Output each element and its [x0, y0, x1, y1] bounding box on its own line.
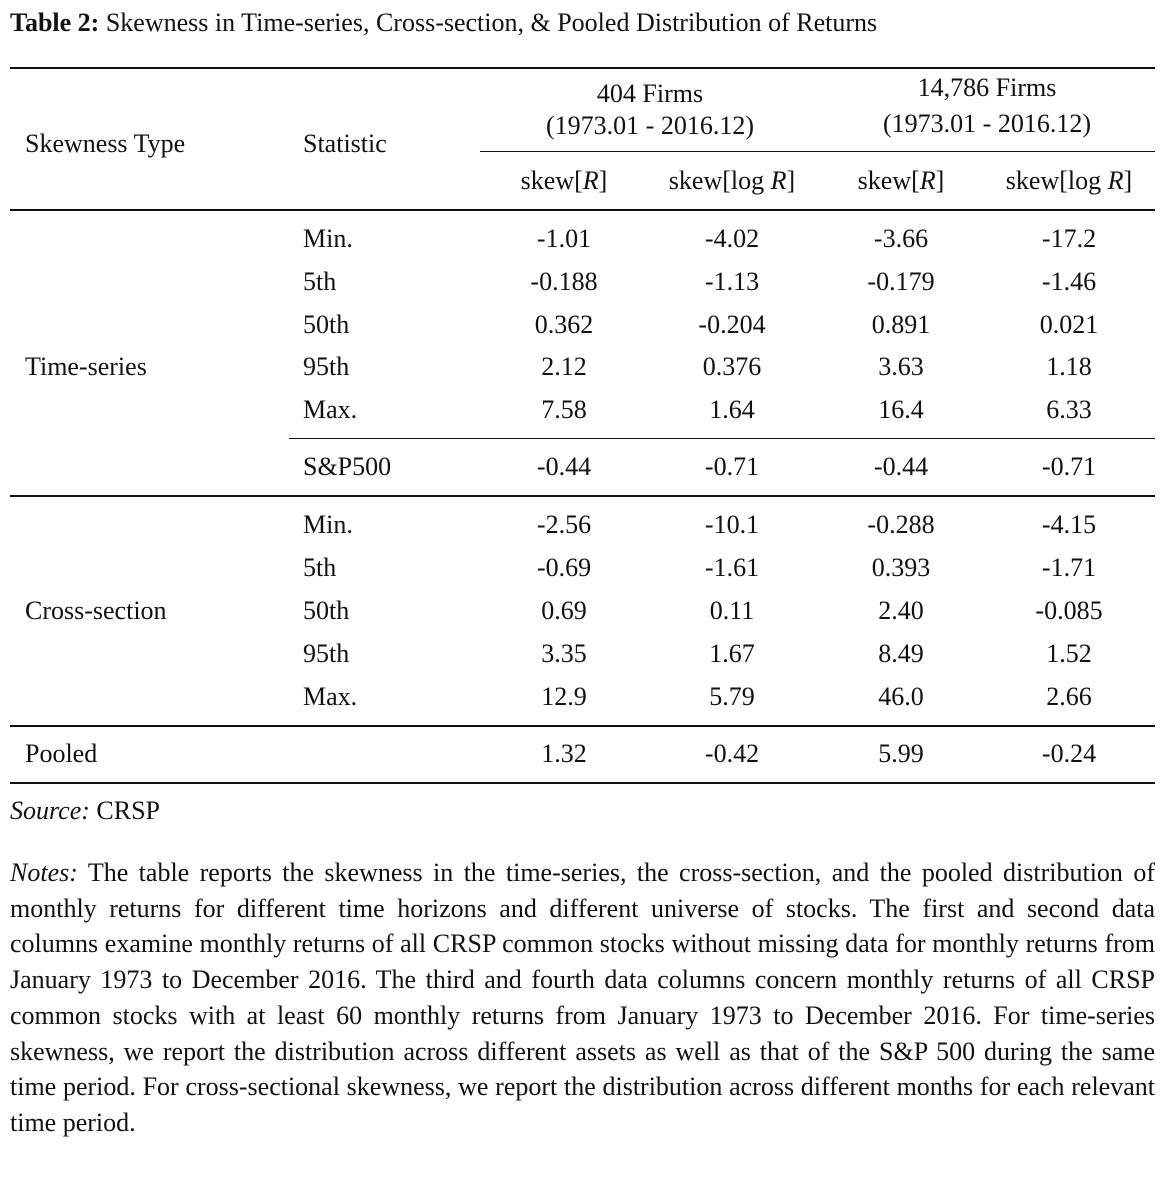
skew-fn: skew[: [668, 166, 731, 195]
value-cell: -0.42: [704, 739, 760, 768]
value-cell: -0.204: [698, 310, 766, 339]
value-cell: -0.24: [1041, 739, 1097, 768]
log-fn: log: [1067, 166, 1108, 195]
value-cell: 1.67: [709, 639, 755, 668]
value-cell: -3.66: [873, 224, 929, 253]
r-var: R: [919, 166, 936, 195]
bottom-rule: [10, 782, 1155, 784]
skew-fn: skew[: [1005, 166, 1068, 195]
section-label-cross-section: Cross-section: [25, 596, 167, 625]
table-caption: [10, 6, 1160, 40]
header-skewness-type: Skewness Type: [25, 129, 186, 158]
section-label-time-series: Time-series: [25, 352, 147, 381]
caption-text: Skewness in Time-series, Cross-section, & Pooled Distribution of Returns: [105, 8, 878, 37]
stat-label: Min.: [303, 224, 353, 253]
value-cell: -1.46: [1041, 267, 1097, 296]
header-group1-title: 404 Firms: [596, 79, 704, 108]
stat-label: 5th: [303, 553, 337, 582]
value-cell: 0.393: [871, 553, 931, 582]
header-group2-title: 14,786 Firms: [917, 73, 1057, 102]
value-cell: 16.4: [878, 395, 924, 424]
value-cell: 0.362: [534, 310, 594, 339]
value-cell: 1.32: [541, 739, 587, 768]
stat-label: 50th: [303, 596, 350, 625]
value-cell: 12.9: [541, 682, 587, 711]
value-cell: -0.71: [704, 452, 760, 481]
value-cell: 3.35: [541, 639, 587, 668]
subheader-col3: [831, 166, 971, 196]
value-cell: -10.1: [704, 510, 760, 539]
section-label-pooled: Pooled: [25, 739, 98, 768]
notes-label: Notes:: [10, 858, 78, 887]
value-cell: 8.49: [878, 639, 924, 668]
r-var: R: [1107, 166, 1124, 195]
stat-label: S&P500: [303, 452, 392, 481]
value-cell: -0.69: [536, 553, 592, 582]
value-cell: -1.61: [704, 553, 760, 582]
value-cell: -1.71: [1041, 553, 1097, 582]
subheader-col2: [642, 166, 822, 196]
caption-label: Table 2:: [10, 8, 100, 37]
value-cell: -0.44: [536, 452, 592, 481]
subheader-col1: [494, 166, 634, 196]
value-cell: 46.0: [878, 682, 924, 711]
source-line: [10, 796, 160, 826]
r-var: R: [770, 166, 787, 195]
value-cell: -2.56: [536, 510, 592, 539]
sp500-separator-rule: [289, 438, 1155, 439]
stat-label: 95th: [303, 352, 350, 381]
stat-label: 50th: [303, 310, 350, 339]
value-cell: 5.79: [709, 682, 755, 711]
value-cell: 0.891: [871, 310, 931, 339]
value-cell: 0.11: [709, 596, 755, 625]
notes-text: The table reports the skewness in the time-series, the cross-section, and the pooled distribution of monthly returns for different time horizons and different universe of stocks. The first and second data columns examine monthly returns of all CRSP common stocks without missing data for monthly returns from January 1973 to December 2016. The third and fourth data columns concern monthly returns of all CRSP common stocks with at least 60 monthly returns from January 1973 to December 2016. For time-series skewness, we report the distribution across different assets as well as that of the S&P 500 during the same time period. For cross-sectional skewness, we report the distribution across different months for each relevant time period.: [10, 858, 1155, 1137]
source-text: CRSP: [96, 796, 161, 825]
top-rule: [10, 67, 1155, 69]
header-statistic: Statistic: [303, 129, 387, 158]
skew-fn: skew[: [857, 166, 920, 195]
skew-close: ]: [598, 166, 608, 195]
value-cell: 1.18: [1046, 352, 1092, 381]
section-rule: [10, 495, 1155, 497]
skew-close: ]: [786, 166, 796, 195]
value-cell: 2.40: [878, 596, 924, 625]
value-cell: 1.64: [709, 395, 755, 424]
notes-paragraph: [10, 855, 1155, 1141]
value-cell: -4.15: [1041, 510, 1097, 539]
skew-close: ]: [935, 166, 945, 195]
value-cell: 5.99: [878, 739, 924, 768]
value-cell: 0.021: [1039, 310, 1099, 339]
source-label: Source:: [10, 796, 90, 825]
value-cell: -0.288: [867, 510, 935, 539]
value-cell: -0.71: [1041, 452, 1097, 481]
log-fn: log: [730, 166, 771, 195]
r-var: R: [582, 166, 599, 195]
value-cell: -0.44: [873, 452, 929, 481]
skew-fn: skew[: [520, 166, 583, 195]
value-cell: -1.13: [704, 267, 760, 296]
stat-label: 95th: [303, 639, 350, 668]
value-cell: 6.33: [1046, 395, 1092, 424]
header-group-rule: [480, 151, 1155, 152]
value-cell: -1.01: [536, 224, 592, 253]
skew-close: ]: [1123, 166, 1133, 195]
value-cell: 7.58: [541, 395, 587, 424]
stat-label: Min.: [303, 510, 353, 539]
header-bottom-rule: [10, 209, 1155, 211]
value-cell: 3.63: [878, 352, 924, 381]
header-group2-period: (1973.01 - 2016.12): [883, 109, 1091, 138]
value-cell: 0.69: [541, 596, 587, 625]
value-cell: -17.2: [1041, 224, 1097, 253]
section-rule: [10, 725, 1155, 727]
value-cell: 0.376: [702, 352, 762, 381]
value-cell: -0.085: [1035, 596, 1103, 625]
stat-label: 5th: [303, 267, 337, 296]
value-cell: -0.179: [867, 267, 935, 296]
stat-label: Max.: [303, 682, 358, 711]
value-cell: 1.52: [1046, 639, 1092, 668]
stat-label: Max.: [303, 395, 358, 424]
value-cell: -0.188: [530, 267, 598, 296]
subheader-col4: [979, 166, 1159, 196]
header-group1-period: (1973.01 - 2016.12): [546, 111, 754, 140]
value-cell: -4.02: [704, 224, 760, 253]
value-cell: 2.12: [541, 352, 587, 381]
value-cell: 2.66: [1046, 682, 1092, 711]
